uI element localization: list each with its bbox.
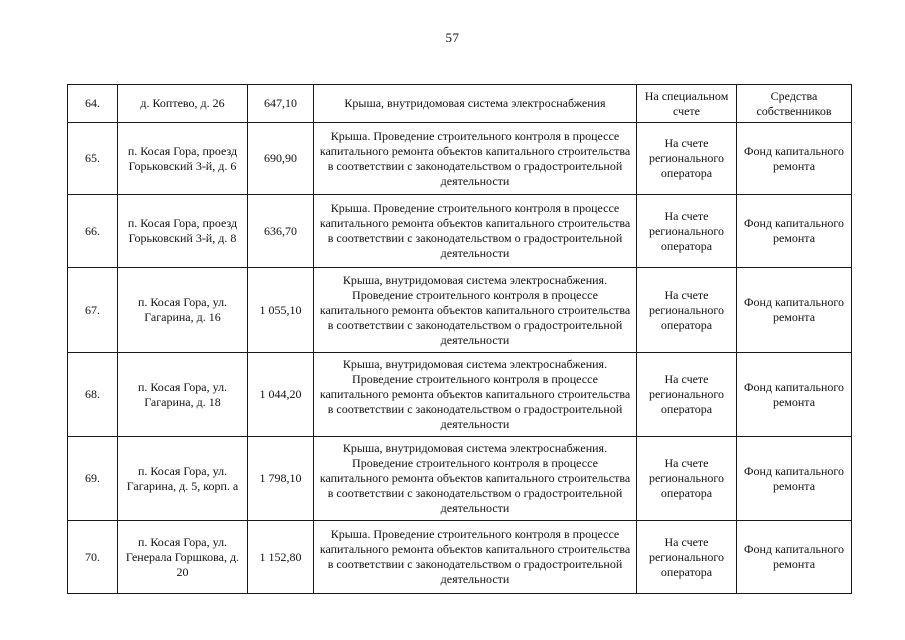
fund-source-cell: Фонд капитального ремонта xyxy=(737,353,852,437)
row-number: 70. xyxy=(68,521,118,594)
table-row xyxy=(68,85,852,123)
row-number: 69. xyxy=(68,437,118,521)
work-type-cell: Крыша, внутридомовая система электроснабжения. Проведение строительного контроля в процессе капитального ремонта объектов капитального строительства в соответствии с законодательством о градостроительной деятельности xyxy=(314,437,637,521)
area-cell: 690,90 xyxy=(248,123,314,195)
fund-source-cell: Фонд капитального ремонта xyxy=(737,437,852,521)
row-number: 65. xyxy=(68,123,118,195)
row-number: 64. xyxy=(68,85,118,123)
page-number: 57 xyxy=(445,30,460,45)
area-cell: 647,10 xyxy=(248,85,314,123)
address-cell: п. Косая Гора, ул. Гагарина, д. 18 xyxy=(118,353,248,437)
fund-source-cell: Фонд капитального ремонта xyxy=(737,521,852,594)
work-type-cell: Крыша. Проведение строительного контроля в процессе капитального ремонта объектов капитального строительства в соответствии с законодательством о градостроительной деятельности xyxy=(314,521,637,594)
repair-registry-table xyxy=(67,84,852,594)
row-number: 68. xyxy=(68,353,118,437)
table-row xyxy=(68,353,852,437)
table-row xyxy=(68,437,852,521)
account-cell: На счете регионального оператора xyxy=(637,353,737,437)
area-cell: 1 152,80 xyxy=(248,521,314,594)
work-type-cell: Крыша. Проведение строительного контроля в процессе капитального ремонта объектов капитального строительства в соответствии с законодательством о градостроительной деятельности xyxy=(314,195,637,268)
work-type-cell: Крыша, внутридомовая система электроснабжения. Проведение строительного контроля в процессе капитального ремонта объектов капитального строительства в соответствии с законодательством о градостроительной деятельности xyxy=(314,268,637,353)
table-row xyxy=(68,195,852,268)
account-cell: На счете регионального оператора xyxy=(637,521,737,594)
row-number: 66. xyxy=(68,195,118,268)
account-cell: На счете регионального оператора xyxy=(637,268,737,353)
account-cell: На счете регионального оператора xyxy=(637,123,737,195)
address-cell: д. Коптево, д. 26 xyxy=(118,85,248,123)
area-cell: 1 044,20 xyxy=(248,353,314,437)
fund-source-cell: Фонд капитального ремонта xyxy=(737,268,852,353)
area-cell: 636,70 xyxy=(248,195,314,268)
table-row xyxy=(68,521,852,594)
fund-source-cell: Фонд капитального ремонта xyxy=(737,123,852,195)
account-cell: На счете регионального оператора xyxy=(637,437,737,521)
address-cell: п. Косая Гора, проезд Горьковский 3-й, д. 8 xyxy=(118,195,248,268)
table-row xyxy=(68,268,852,353)
table-row xyxy=(68,123,852,195)
work-type-cell: Крыша, внутридомовая система электроснабжения. Проведение строительного контроля в процессе капитального ремонта объектов капитального строительства в соответствии с законодательством о градостроительной деятельности xyxy=(314,353,637,437)
address-cell: п. Косая Гора, ул. Генерала Горшкова, д. 20 xyxy=(118,521,248,594)
account-cell: На счете регионального оператора xyxy=(637,195,737,268)
area-cell: 1 798,10 xyxy=(248,437,314,521)
fund-source-cell: Фонд капитального ремонта xyxy=(737,195,852,268)
row-number: 67. xyxy=(68,268,118,353)
area-cell: 1 055,10 xyxy=(248,268,314,353)
account-cell: На специальном счете xyxy=(637,85,737,123)
work-type-cell: Крыша, внутридомовая система электроснабжения xyxy=(314,85,637,123)
fund-source-cell: Средства собственников xyxy=(737,85,852,123)
work-type-cell: Крыша. Проведение строительного контроля в процессе капитального ремонта объектов капитального строительства в соответствии с законодательством о градостроительной деятельности xyxy=(314,123,637,195)
address-cell: п. Косая Гора, ул. Гагарина, д. 16 xyxy=(118,268,248,353)
address-cell: п. Косая Гора, проезд Горьковский 3-й, д. 6 xyxy=(118,123,248,195)
address-cell: п. Косая Гора, ул. Гагарина, д. 5, корп. а xyxy=(118,437,248,521)
